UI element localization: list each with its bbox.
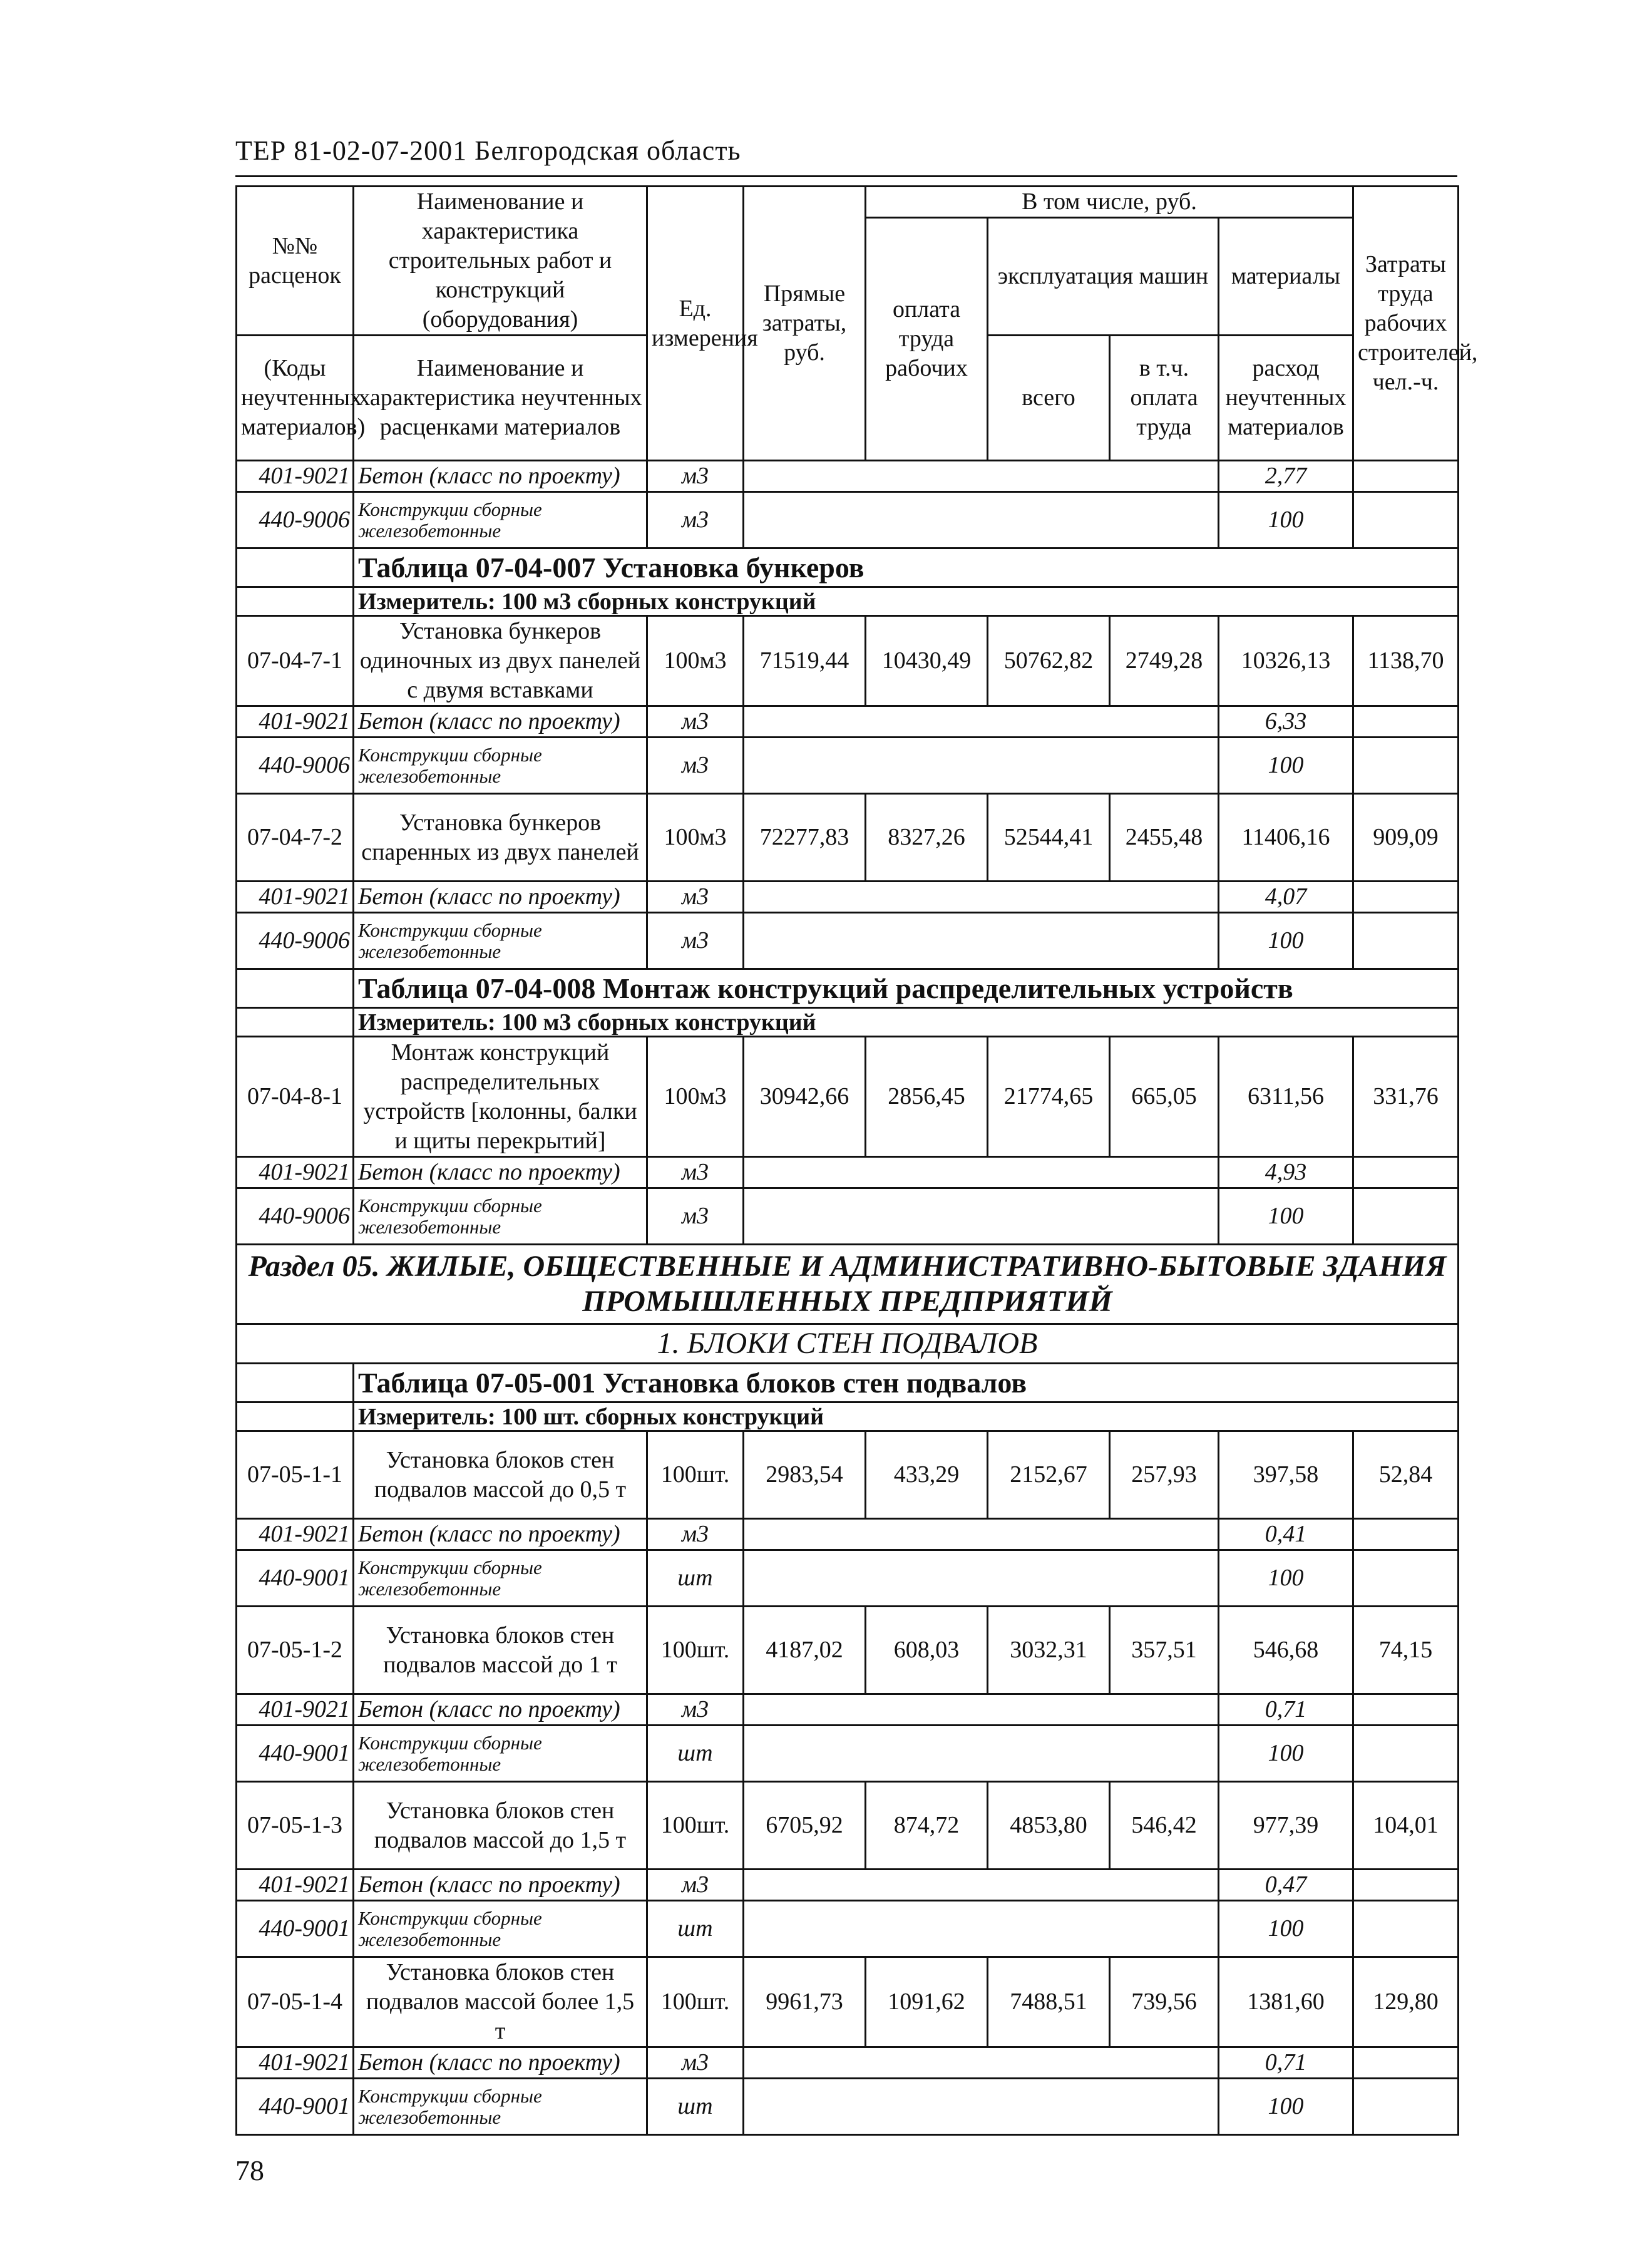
wages-cost: 608,03 bbox=[866, 1607, 988, 1694]
rate-name: Установка блоков стен подвалов массой более 1,5 т bbox=[354, 1957, 647, 2047]
materials-cost: 397,58 bbox=[1219, 1431, 1353, 1519]
machines-wages: 257,93 bbox=[1110, 1431, 1219, 1519]
material-usage: 100 bbox=[1219, 2079, 1353, 2135]
empty-cell bbox=[744, 1157, 1219, 1188]
material-row bbox=[237, 738, 1459, 794]
table-title: Таблица 07-04-007 Установка бункеров bbox=[354, 548, 1459, 587]
direct-cost: 30942,66 bbox=[744, 1037, 866, 1157]
material-code: 440-9006 bbox=[237, 1188, 354, 1245]
material-code: 440-9006 bbox=[237, 492, 354, 548]
labor-cost: 909,09 bbox=[1353, 794, 1459, 882]
machines-wages: 2749,28 bbox=[1110, 616, 1219, 706]
empty-cell bbox=[1353, 2047, 1459, 2079]
rate-row bbox=[237, 1431, 1459, 1519]
materials-cost: 546,68 bbox=[1219, 1607, 1353, 1694]
material-row bbox=[237, 1870, 1459, 1901]
labor-cost: 52,84 bbox=[1353, 1431, 1459, 1519]
wages-cost: 10430,49 bbox=[866, 616, 988, 706]
material-usage: 100 bbox=[1219, 1901, 1353, 1957]
table-title-row bbox=[237, 1364, 1459, 1402]
empty-cell bbox=[1353, 2079, 1459, 2135]
material-row bbox=[237, 461, 1459, 492]
material-unit: м3 bbox=[647, 1694, 744, 1726]
section-row bbox=[237, 1245, 1459, 1324]
rates-table bbox=[235, 185, 1478, 2136]
empty-cell bbox=[744, 1188, 1219, 1245]
rate-code: 07-05-1-4 bbox=[237, 1957, 354, 2047]
material-unit: м3 bbox=[647, 882, 744, 913]
material-usage: 6,33 bbox=[1219, 706, 1353, 738]
rate-row bbox=[237, 1037, 1459, 1157]
rate-row bbox=[237, 616, 1459, 706]
empty-cell bbox=[1353, 492, 1459, 548]
col-name-header: Наименование и характеристика строительных работ и конструкций (оборудования) bbox=[354, 187, 647, 336]
material-row bbox=[237, 2079, 1459, 2135]
rate-code: 07-05-1-2 bbox=[237, 1607, 354, 1694]
rate-unit: 100м3 bbox=[647, 1037, 744, 1157]
material-row bbox=[237, 1519, 1459, 1550]
material-usage: 100 bbox=[1219, 738, 1353, 794]
material-usage: 0,47 bbox=[1219, 1870, 1353, 1901]
measure-row bbox=[237, 1008, 1459, 1037]
material-unit: шт bbox=[647, 1550, 744, 1607]
rate-name: Установка блоков стен подвалов массой до 1,5 т bbox=[354, 1782, 647, 1870]
document-header: ТЕР 81-02-07-2001 Белгородская область bbox=[235, 135, 741, 166]
material-unit: м3 bbox=[647, 706, 744, 738]
materials-cost: 11406,16 bbox=[1219, 794, 1353, 882]
labor-cost: 129,80 bbox=[1353, 1957, 1459, 2047]
material-row bbox=[237, 913, 1459, 969]
rate-unit: 100м3 bbox=[647, 794, 744, 882]
measure-unit: Измеритель: 100 м3 сборных конструкций bbox=[354, 587, 1459, 616]
empty-cell bbox=[744, 2047, 1219, 2079]
material-code: 440-9006 bbox=[237, 913, 354, 969]
material-code: 440-9006 bbox=[237, 738, 354, 794]
material-usage: 4,93 bbox=[1219, 1157, 1353, 1188]
rate-row bbox=[237, 1782, 1459, 1870]
empty-cell bbox=[744, 1550, 1219, 1607]
material-name: Бетон (класс по проекту) bbox=[354, 1157, 647, 1188]
empty-cell bbox=[1353, 1157, 1459, 1188]
empty-cell bbox=[1353, 738, 1459, 794]
header-rule bbox=[235, 175, 1457, 177]
empty-cell bbox=[744, 1519, 1219, 1550]
col-code-materials-header: (Коды неучтенных материалов) bbox=[237, 336, 354, 461]
measure-unit: Измеритель: 100 шт. сборных конструкций bbox=[354, 1402, 1459, 1431]
empty-cell bbox=[744, 2079, 1219, 2135]
material-name: Конструкции сборные железобетонные bbox=[354, 1188, 647, 1245]
material-name: Конструкции сборные железобетонные bbox=[354, 2079, 647, 2135]
materials-cost: 6311,56 bbox=[1219, 1037, 1353, 1157]
material-code: 401-9021 bbox=[237, 706, 354, 738]
col-machines-total-header: всего bbox=[988, 336, 1110, 461]
col-labor-header: Затраты труда рабочих строителей, чел.-ч. bbox=[1353, 187, 1459, 461]
empty-cell bbox=[1353, 1550, 1459, 1607]
material-name: Бетон (класс по проекту) bbox=[354, 461, 647, 492]
machines-total: 21774,65 bbox=[988, 1037, 1110, 1157]
direct-cost: 6705,92 bbox=[744, 1782, 866, 1870]
empty-cell bbox=[237, 1364, 354, 1402]
material-usage: 4,07 bbox=[1219, 882, 1353, 913]
material-row bbox=[237, 2047, 1459, 2079]
empty-cell bbox=[744, 1726, 1219, 1782]
material-code: 440-9001 bbox=[237, 1550, 354, 1607]
material-unit: м3 bbox=[647, 1157, 744, 1188]
machines-total: 52544,41 bbox=[988, 794, 1110, 882]
material-unit: шт bbox=[647, 1726, 744, 1782]
material-unit: м3 bbox=[647, 913, 744, 969]
material-row bbox=[237, 706, 1459, 738]
rate-code: 07-04-8-1 bbox=[237, 1037, 354, 1157]
rate-name: Установка бункеров спаренных из двух панелей bbox=[354, 794, 647, 882]
material-unit: м3 bbox=[647, 2047, 744, 2079]
rate-unit: 100шт. bbox=[647, 1607, 744, 1694]
material-row bbox=[237, 492, 1459, 548]
rate-name: Монтаж конструкций распределительных устройств [колонны, балки и щиты перекрытий] bbox=[354, 1037, 647, 1157]
empty-cell bbox=[1353, 1901, 1459, 1957]
material-unit: м3 bbox=[647, 461, 744, 492]
machines-wages: 665,05 bbox=[1110, 1037, 1219, 1157]
material-usage: 2,77 bbox=[1219, 461, 1353, 492]
col-machines-wages-header: в т.ч. оплата труда bbox=[1110, 336, 1219, 461]
machines-total: 50762,82 bbox=[988, 616, 1110, 706]
col-incl-header: В том числе, руб. bbox=[866, 187, 1353, 218]
empty-cell bbox=[744, 1870, 1219, 1901]
empty-cell bbox=[744, 461, 1219, 492]
empty-cell bbox=[1353, 1519, 1459, 1550]
material-code: 401-9021 bbox=[237, 1157, 354, 1188]
machines-total: 3032,31 bbox=[988, 1607, 1110, 1694]
col-code-header: №№ расценок bbox=[237, 187, 354, 336]
materials-cost: 1381,60 bbox=[1219, 1957, 1353, 2047]
page-number: 78 bbox=[235, 2154, 264, 2186]
empty-cell bbox=[744, 492, 1219, 548]
measure-row bbox=[237, 1402, 1459, 1431]
material-code: 440-9001 bbox=[237, 1901, 354, 1957]
empty-cell bbox=[1353, 1870, 1459, 1901]
material-name: Бетон (класс по проекту) bbox=[354, 1694, 647, 1726]
table-body bbox=[237, 187, 1478, 2135]
labor-cost: 74,15 bbox=[1353, 1607, 1459, 1694]
material-name: Бетон (класс по проекту) bbox=[354, 1519, 647, 1550]
direct-cost: 2983,54 bbox=[744, 1431, 866, 1519]
measure-unit: Измеритель: 100 м3 сборных конструкций bbox=[354, 1008, 1459, 1037]
col-wages-header: оплата труда рабочих bbox=[866, 218, 988, 461]
direct-cost: 72277,83 bbox=[744, 794, 866, 882]
col-materials-header: материалы bbox=[1219, 218, 1353, 336]
material-unit: м3 bbox=[647, 492, 744, 548]
empty-cell bbox=[1353, 1726, 1459, 1782]
measure-row bbox=[237, 587, 1459, 616]
machines-total: 2152,67 bbox=[988, 1431, 1110, 1519]
material-code: 401-9021 bbox=[237, 882, 354, 913]
empty-cell bbox=[1353, 1694, 1459, 1726]
empty-cell bbox=[744, 913, 1219, 969]
empty-cell bbox=[237, 969, 354, 1008]
rate-unit: 100м3 bbox=[647, 616, 744, 706]
col-unit-header: Ед. измерения bbox=[647, 187, 744, 461]
material-row bbox=[237, 1157, 1459, 1188]
material-name: Конструкции сборные железобетонные bbox=[354, 1550, 647, 1607]
empty-cell bbox=[744, 706, 1219, 738]
material-name: Бетон (класс по проекту) bbox=[354, 882, 647, 913]
material-usage: 100 bbox=[1219, 1726, 1353, 1782]
material-unit: м3 bbox=[647, 738, 744, 794]
col-direct-header: Прямые затраты, руб. bbox=[744, 187, 866, 461]
empty-cell bbox=[237, 548, 354, 587]
wages-cost: 8327,26 bbox=[866, 794, 988, 882]
material-name: Бетон (класс по проекту) bbox=[354, 706, 647, 738]
machines-wages: 357,51 bbox=[1110, 1607, 1219, 1694]
direct-cost: 4187,02 bbox=[744, 1607, 866, 1694]
empty-cell bbox=[237, 1402, 354, 1431]
empty-cell bbox=[1353, 706, 1459, 738]
material-row bbox=[237, 1901, 1459, 1957]
wages-cost: 2856,45 bbox=[866, 1037, 988, 1157]
empty-cell bbox=[1353, 1188, 1459, 1245]
materials-cost: 977,39 bbox=[1219, 1782, 1353, 1870]
material-row bbox=[237, 1726, 1459, 1782]
material-code: 401-9021 bbox=[237, 2047, 354, 2079]
col-materials-use-header: расход неучтенных материалов bbox=[1219, 336, 1353, 461]
material-name: Конструкции сборные железобетонные bbox=[354, 738, 647, 794]
materials-cost: 10326,13 bbox=[1219, 616, 1353, 706]
direct-cost: 9961,73 bbox=[744, 1957, 866, 2047]
material-name: Конструкции сборные железобетонные bbox=[354, 1726, 647, 1782]
rate-code: 07-05-1-3 bbox=[237, 1782, 354, 1870]
material-row bbox=[237, 1550, 1459, 1607]
material-usage: 100 bbox=[1219, 1550, 1353, 1607]
material-usage: 0,71 bbox=[1219, 2047, 1353, 2079]
material-name: Конструкции сборные железобетонные bbox=[354, 913, 647, 969]
labor-cost: 104,01 bbox=[1353, 1782, 1459, 1870]
material-usage: 0,71 bbox=[1219, 1694, 1353, 1726]
empty-cell bbox=[744, 1901, 1219, 1957]
material-usage: 100 bbox=[1219, 1188, 1353, 1245]
empty-cell bbox=[1353, 913, 1459, 969]
table-title-row bbox=[237, 969, 1459, 1008]
rate-code: 07-05-1-1 bbox=[237, 1431, 354, 1519]
material-code: 401-9021 bbox=[237, 1694, 354, 1726]
empty-cell bbox=[237, 1008, 354, 1037]
wages-cost: 1091,62 bbox=[866, 1957, 988, 2047]
material-usage: 100 bbox=[1219, 913, 1353, 969]
material-code: 401-9021 bbox=[237, 1870, 354, 1901]
material-name: Бетон (класс по проекту) bbox=[354, 1870, 647, 1901]
wages-cost: 874,72 bbox=[866, 1782, 988, 1870]
material-code: 440-9001 bbox=[237, 2079, 354, 2135]
material-name: Конструкции сборные железобетонные bbox=[354, 492, 647, 548]
empty-cell bbox=[237, 587, 354, 616]
material-usage: 0,41 bbox=[1219, 1519, 1353, 1550]
direct-cost: 71519,44 bbox=[744, 616, 866, 706]
material-row bbox=[237, 1694, 1459, 1726]
table-title: Таблица 07-05-001 Установка блоков стен подвалов bbox=[354, 1364, 1459, 1402]
material-unit: м3 bbox=[647, 1870, 744, 1901]
labor-cost: 331,76 bbox=[1353, 1037, 1459, 1157]
rate-unit: 100шт. bbox=[647, 1431, 744, 1519]
rate-unit: 100шт. bbox=[647, 1782, 744, 1870]
col-name-materials-header: Наименование и характеристика неучтенных расценками материалов bbox=[354, 336, 647, 461]
material-unit: шт bbox=[647, 1901, 744, 1957]
rate-name: Установка блоков стен подвалов массой до 0,5 т bbox=[354, 1431, 647, 1519]
material-code: 401-9021 bbox=[237, 461, 354, 492]
material-code: 440-9001 bbox=[237, 1726, 354, 1782]
empty-cell bbox=[744, 882, 1219, 913]
table-title-row bbox=[237, 548, 1459, 587]
rate-name: Установка блоков стен подвалов массой до 1 т bbox=[354, 1607, 647, 1694]
rate-row bbox=[237, 1607, 1459, 1694]
material-unit: м3 bbox=[647, 1188, 744, 1245]
machines-total: 7488,51 bbox=[988, 1957, 1110, 2047]
rate-unit: 100шт. bbox=[647, 1957, 744, 2047]
rate-name: Установка бункеров одиночных из двух панелей с двумя вставками bbox=[354, 616, 647, 706]
material-code: 401-9021 bbox=[237, 1519, 354, 1550]
machines-total: 4853,80 bbox=[988, 1782, 1110, 1870]
section-title: Раздел 05. ЖИЛЫЕ, ОБЩЕСТВЕННЫЕ И АДМИНИСТРАТИВНО-БЫТОВЫЕ ЗДАНИЯ ПРОМЫШЛЕННЫХ ПРЕДПРИЯТИЙ bbox=[237, 1245, 1459, 1324]
material-unit: м3 bbox=[647, 1519, 744, 1550]
machines-wages: 739,56 bbox=[1110, 1957, 1219, 2047]
rate-row bbox=[237, 1957, 1459, 2047]
material-name: Конструкции сборные железобетонные bbox=[354, 1901, 647, 1957]
rate-code: 07-04-7-2 bbox=[237, 794, 354, 882]
material-unit: шт bbox=[647, 2079, 744, 2135]
empty-cell bbox=[1353, 882, 1459, 913]
rate-row bbox=[237, 794, 1459, 882]
col-machines-header: эксплуатация машин bbox=[988, 218, 1219, 336]
subsection-title: 1. БЛОКИ СТЕН ПОДВАЛОВ bbox=[237, 1324, 1459, 1364]
subsection-row bbox=[237, 1324, 1459, 1364]
material-row bbox=[237, 1188, 1459, 1245]
empty-cell bbox=[744, 1694, 1219, 1726]
wages-cost: 433,29 bbox=[866, 1431, 988, 1519]
rate-code: 07-04-7-1 bbox=[237, 616, 354, 706]
labor-cost: 1138,70 bbox=[1353, 616, 1459, 706]
empty-cell bbox=[744, 738, 1219, 794]
table-title: Таблица 07-04-008 Монтаж конструкций распределительных устройств bbox=[354, 969, 1459, 1008]
material-usage: 100 bbox=[1219, 492, 1353, 548]
header-row bbox=[237, 187, 1459, 218]
machines-wages: 2455,48 bbox=[1110, 794, 1219, 882]
machines-wages: 546,42 bbox=[1110, 1782, 1219, 1870]
material-name: Бетон (класс по проекту) bbox=[354, 2047, 647, 2079]
material-row bbox=[237, 882, 1459, 913]
empty-cell bbox=[1353, 461, 1459, 492]
